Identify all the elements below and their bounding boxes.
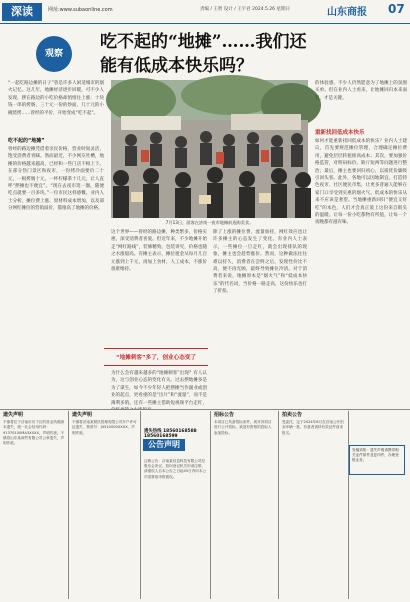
ad-column-1 xyxy=(0,411,68,599)
subhead-2: 重新找回低成本快乐 xyxy=(315,130,365,136)
header-meta: 责编 / 王智 设计 / 王宇君 2024.5.26 星期日 xyxy=(200,7,290,12)
headline: 吃不起的“地摊”……我们还能有低成本快乐吗？ xyxy=(100,32,307,76)
ad-column-2 xyxy=(68,411,140,599)
col2-body: 这个世界——曾经的路边摊，种类繁多，价格实惠，深受消费者喜爱。但近年来，不少地摊开始走“网红路线”，装修精致、包装讲究，价格也随之水涨船高。有摊主表示，摊位租金从每月几百元涨到上千元，再加上食材、人工成本，不涨价很难维持。 xyxy=(111,230,207,273)
ad-title-2: 遗失声明 xyxy=(72,412,93,418)
night-market-photo xyxy=(111,80,308,218)
announcement-banner: 公告声明 xyxy=(143,439,185,451)
observation-badge: 观察 xyxy=(36,36,72,72)
newspaper-name: 山东商报 xyxy=(327,7,367,18)
ad-text-3: 注销公告：济南某信息科技有限公司经股东会决议，拟向登记机关申请注销，请债权人自本公告之日起45日内向本公司清算组申报债权。 xyxy=(144,459,207,479)
col2-body-2: 为什么会有越来越多的“地摊刺客”出现？有人认为，这与创业心态的变化有关。过去摆地摊多是为了谋生，如今不少年轻人把摆摊当作副业或创业的起点，更看重的是“出片”和“流量”，而不是薄利多销。还有一些摊主借助短视频平台走红， xyxy=(111,371,207,406)
site-url: 网址:www.subaonline.com xyxy=(48,7,113,13)
ad-title-4: 招标公告 xyxy=(214,412,235,418)
ad-column-5 xyxy=(278,411,348,599)
ad-column-3b xyxy=(140,457,210,599)
subhead-1: 吃不起的“地摊” xyxy=(8,138,45,144)
classified-ads xyxy=(0,409,410,602)
page-number: 07 xyxy=(388,2,405,16)
ad-title-5: 拍卖公告 xyxy=(282,412,303,418)
ad-phone: 遗失热线 18560168588 18560168599 xyxy=(144,429,197,440)
ad-text-4: 本项目已具备招标条件，现对该项目进行公开招标，欢迎有资格的投标人参加投标。 xyxy=(214,420,272,435)
callout-box xyxy=(104,348,208,368)
col4-intro: 的体验感，不少人仍然愿意为了地摊上的氛围买单。但在业内人士看来，让地摊回归本来面目，才是关键。 xyxy=(315,81,407,101)
page-header xyxy=(0,0,410,24)
col4-body: 如何才能重新找回低成本的快乐？业内人士建议，首先要规范摊位管理，合理确定摊位费用，避免层层转租推高成本；其次，要加强价格监管，对明码标价、缺斤短两等问题进行整治；最后，摊主也要回归初心，以质优价廉吸引回头客。此外，各地可以因地制宜，打造特色夜市、社区便民市集，让更多普通人能够在家门口享受到实惠的烟火气。低成本的快乐从来不应该是奢望。当地摊重新回归“便宜又好吃”的本色，人们才会真正爱上这份来自街头的温暖。让每一份小吃都物有所值，让每一个夜晚都有滋有味。 xyxy=(315,139,407,226)
ad-title-1: 遗失声明 xyxy=(3,412,24,418)
section-badge: 深读 xyxy=(2,3,42,21)
col3-body: 除了上涨的摊位费，流量加持，网红效应也让许多摊主的心态发生了变化。有业内人士表示，一些摊位一旦走红，就会出现排队的现象，摊主也会趁势涨价。然而，这种做法往往难以持久，消费者在尝鲜之后，发现性价比不高，便不再光顾，最终导致摊位冷清。对于消费者来说，地摊原本是“烟火气”和“低成本快乐”的代名词，当价格一路走高，这份快乐也打了折扣。 xyxy=(213,230,307,295)
notice-box: 发稿须知：遗失声明请携带相关证件原件及复印件，办理登报业务。 xyxy=(349,445,405,475)
photo-caption: 7月13日，游客在济南一夜市地摊前选购美食。 xyxy=(165,220,254,225)
ad-text-1: 不慎将位于济南市历下区的营业执照副本遗失，统一社会信用代码：91370100MA3XXXX，声明作废。不慎将山东某商贸有限公司公章遗失，声明作废。 xyxy=(3,420,65,446)
ad-text-5: 受委托，定于2024年6月在济南公开拍卖车辆一批，有意者请持有效证件前来报名。 xyxy=(282,420,344,435)
ad-column-4 xyxy=(210,411,278,599)
col1-body: 曾经的路边摊凭借着亲民价格，营业时间灵活，饱受消费者青睐。然而最近，不少网友吐槽，地摊的价格越来越高，已经和一些门店不相上下。在部分热门景区和夜市，一份烤冷面要价二十元，一根烤肠十元，一杯柠檬茶十几元，让人直呼“摆摊也不便宜”。“现在去夜市逛一圈，随便吃点就要一百多块。”一位市民这样感慨。业内人士分析，摊位费上涨、原材料成本增加，以及部分网红摊位的营销溢价，都推高了地摊的价格。 xyxy=(8,147,104,212)
header-divider xyxy=(0,23,410,24)
ad-column-6 xyxy=(348,411,410,599)
callout-text: “地摊刺客”多了，创业心态变了 xyxy=(115,355,197,361)
ad-text-2: 不慎将济南某餐饮管理有限公司开户许可证遗失，核准号：J4510000XXXX，声明作废。 xyxy=(72,420,137,435)
intro-paragraph: “一起吃路边摊的日子”曾是许多人闲适城市的烟火记忆。这几年，地摊经济逐步回暖，可不少人发现，摆在路边的小吃价格却悄悄往上涨：十块钱一串的烤肠，三十元一份的炒面，几十元的小碗烧烤……曾经的平价，开始变成“吃不起”。 xyxy=(8,81,104,116)
